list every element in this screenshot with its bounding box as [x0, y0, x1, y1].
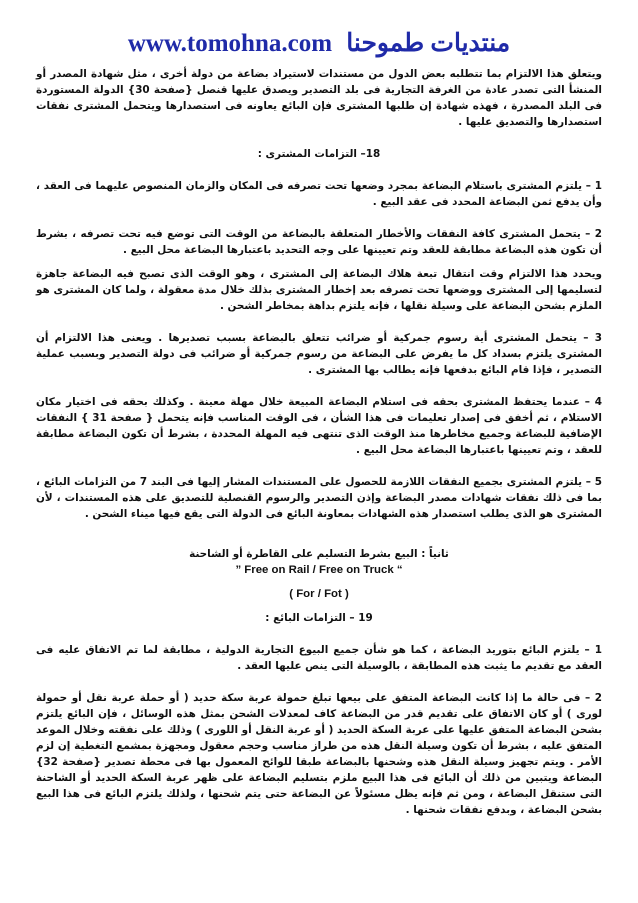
section-2-english-text: ” Free on Rail / Free on Truck “	[235, 564, 403, 576]
paragraph-buyer-2b: ويحدد هذا الالتزام وقت انتقال تبعة هلاك البضاعة إلى المشترى ، وهو الوقت الذى تصبح فيه البضاعة جاهزة لتسليمها إلى المشترى ووضعها تحت تصرفه بعد إخطار المشترى بذلك خلال مدة معقولة ، ولما كان المشترى هو الملزم بشحن البضاعة على وسيلة نقلها ، فإنه يلتزم بداهة بمخاطر الشحن .	[36, 268, 602, 312]
paragraph-buyer-3: 3 – يتحمل المشترى أية رسوم جمركية أو ضرائب تتعلق بالبضاعة بسبب تصديرها . ويعنى هذا الالتزام أن المشترى يلتزم بسداد كل ما يفرض على البضاعة من رسوم جمركية أو ضرائب فى دولة التصدير وبسبب عملية التصدير ، فإذا قام البائع بدفعها فإنه يطالب بها المشترى .	[36, 332, 602, 376]
section-2-title: ثانياً : البيع بشرط التسليم على القاطرة أو الشاحنة	[189, 548, 449, 560]
paragraph-buyer-2: 2 – يتحمل المشترى كافة النفقات والأخطار المتعلقة بالبضاعة من الوقت التى توضع فيه تحت تصرفه ، بشرط أن تكون هذه البضاعة مطابقة للعقد وتم تعيينها على وجه التحديد باعتبارها البضاعة محل البيع .	[36, 228, 602, 256]
section-2-abbreviation	[36, 586, 602, 602]
paragraph-buyer-4: 4 – عندما يحتفظ المشترى بحقه فى استلام البضاعة المبيعة خلال مهلة معينة . وكذلك بحقه فى اختيار مكان الاستلام ، ثم أخفق فى إصدار تعليمات فى هذا الشأن ، فى الوقت المناسب فإنه يتحمل { صفحة 31 } النفقات الإضافية للبضاعة وجميع مخاطرها منذ الوقت الذى تنتهى فيه المهلة المحددة ، بشرط أن تكون البضاعة مطابقة للعقد ، وتم تعيينها باعتبارها البضاعة محل البيع .	[36, 396, 602, 456]
paragraph-seller-1: 1 – يلتزم البائع بتوريد البضاعة ، كما هو شأن جميع البيوع التجارية الدولية ، مطابقة لما تم الاتفاق عليه فى العقد مع تقديم ما يثبت هذه المطابقة ، بالوسيلة التى ينص عليها العقد .	[36, 644, 602, 672]
site-name: منتديات طموحنا	[346, 30, 511, 57]
section-2-abbreviation-text: ( For / Fot )	[289, 588, 349, 600]
site-url[interactable]: www.tomohna.com	[127, 30, 333, 57]
section-2-english-term	[36, 562, 602, 578]
document-body	[36, 66, 602, 818]
heading-seller-obligations: 19 – التزامات البائع :	[265, 612, 373, 624]
paragraph-certificate-of-origin: ويتعلق هذا الالتزام بما تتطلبه بعض الدول من مستندات لاستيراد بضاعة من دولة أخرى ، مثل شهادة المصدر أو المنشأ التى تصدر عادة من الغرفة التجارية فى بلد التصدير ويصدق عليها قنصل {صفحة 30} الدولة المستوردة فى البلد المصدرة ، فهذه شهادة إن طلبها المشترى فإن البائع يعاونه فى استصدارها ويتحمل المشترى نفقات استصدارها والتصديق عليها .	[36, 68, 602, 128]
paragraph-buyer-1: 1 – يلتزم المشترى باستلام البضاعة بمجرد وضعها تحت تصرفه فى المكان والزمان المنصوص عليهما فى العقد ، وأن يدفع ثمن البضاعة المحدد فى عقد البيع .	[36, 180, 602, 208]
page-header	[0, 28, 638, 58]
paragraph-seller-2: 2 – فى حالة ما إذا كانت البضاعة المتفق على بيعها تبلغ حمولة عربة سكة حديد ( أو حملة عربة نقل أو حمولة لورى ) أو كان الاتفاق على تقديم قدر من البضاعة كاف لمعدلات الشحن بمثل هذه الوسائل ، فإن البائع يلتزم بشحن البضاعة المتفق عليها على عربة السكة الحديد ( أو عربة النقل أو اللورى ) وذلك على نفقته وخلال الموعد المتفق عليه ، بشرط أن تكون وسيلة النقل هذه من طراز مناسب وحجم معقول ومجهزة بمشمع التغطية إن لزم الأمر . ويتم تجهيز وسيلة النقل هذه وشحنها بالبضاعة طبقا للوائح المعمول بها فى محطة تصدير {صفحة 32} البضاعة ويتبين من ذلك أن البائع فى هذا البيع ملزم بتسليم البضاعة على ظهر عربة السكة الحديد أو الشاحنة التى ستنقل البضاعة ، ومن ثم فإنه يظل مسئولاً عن البضاعة حتى يتم شحنها ، ولذلك يلتزم البائع فى هذا البيع بشحن البضاعة ، وبدفع نفقات شحنها .	[36, 692, 602, 816]
paragraph-buyer-5: 5 – يلتزم المشترى بجميع النفقات اللازمة للحصول على المستندات المشار إليها فى البند 7 من التزامات البائع ، بما فى ذلك نفقات شهادات مصدر البضاعة وإذن التصدير والرسوم القنصلية للتصديق على هذه المستندات ، لأن المشترى هو الذى يطلب استصدار هذه الشهادات بمعاونة البائع فى الدولة التى يقع فيها ميناء الشحن .	[36, 476, 602, 520]
heading-buyer-obligations: 18– التزامات المشترى :	[257, 148, 381, 160]
